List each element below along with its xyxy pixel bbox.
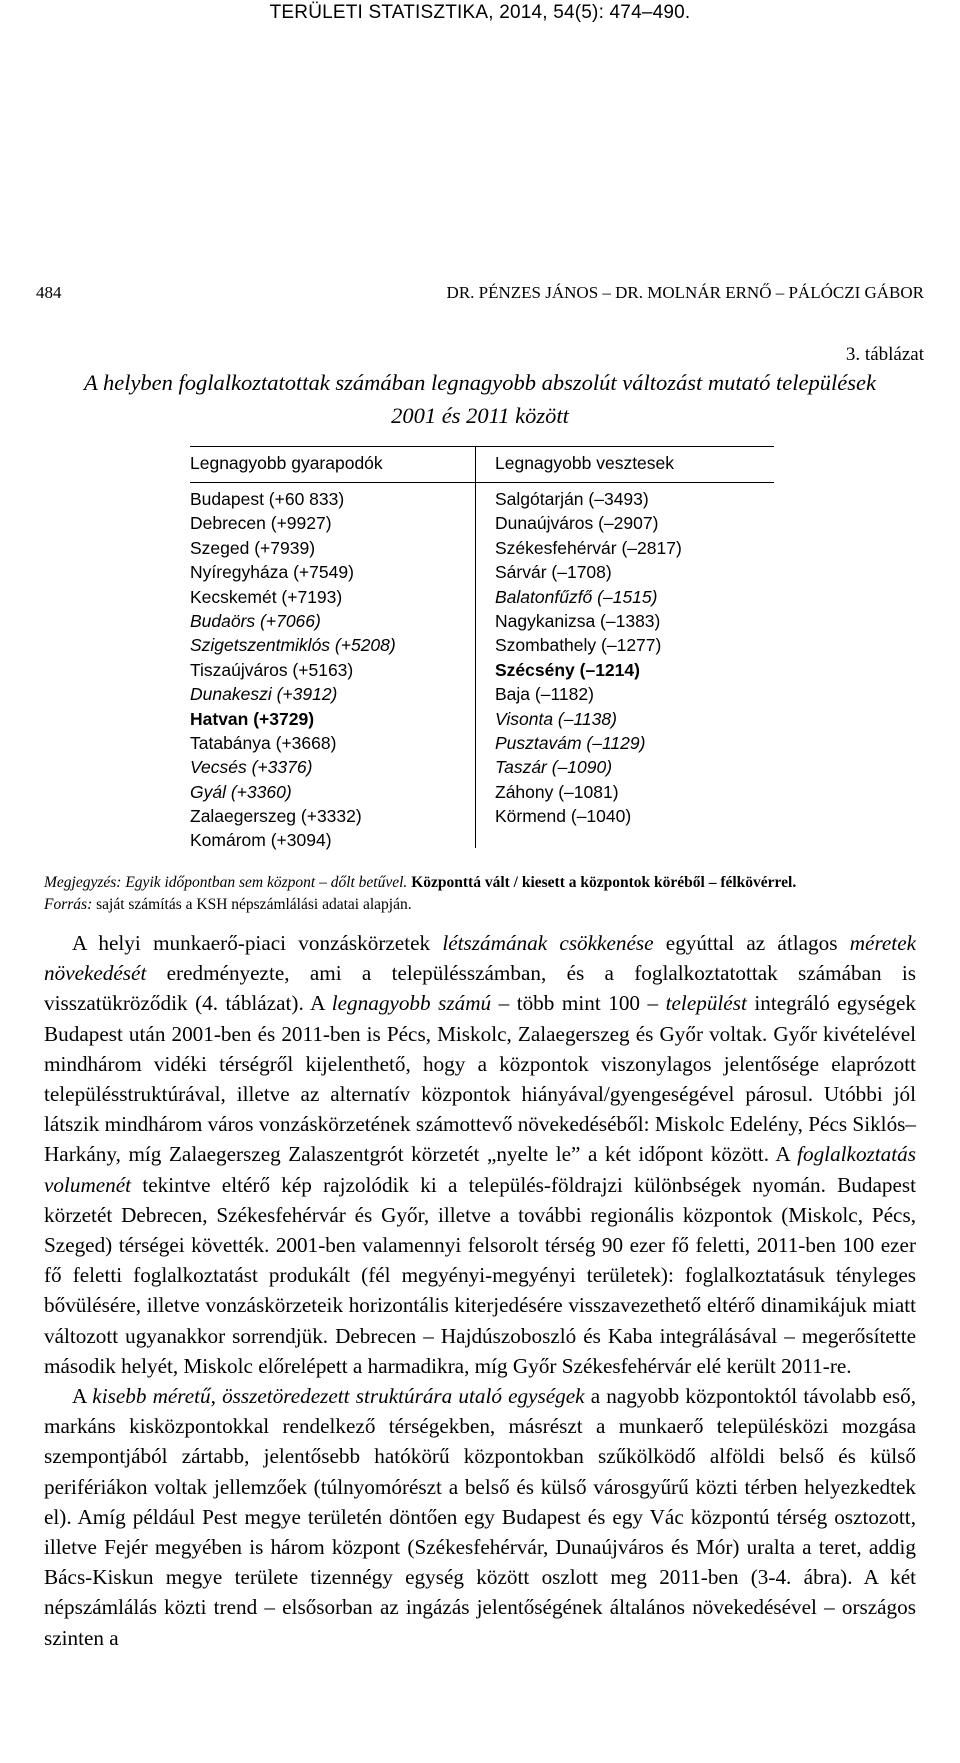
authors-line: DR. PÉNZES JÁNOS – DR. MOLNÁR ERNŐ – PÁLÓCZI GÁBOR — [446, 283, 924, 302]
note-bold-text: Központtá vált / kiesett a központok köréből – félkövérrel. — [411, 874, 797, 891]
text-span: A — [72, 1384, 93, 1409]
table-column-divider — [475, 446, 476, 848]
table-title-line: A helyben foglalkoztatottak számában legnagyobb abszolút változást mutató települések — [84, 370, 876, 395]
note-label: Megjegyzés: — [44, 874, 122, 891]
text-span: A helyi munkaerő-piaci vonzáskörzetek — [72, 931, 443, 955]
table-cell: Baja (–1182) — [495, 684, 594, 705]
table-title — [0, 366, 960, 432]
column-header-losers: Legnagyobb vesztesek — [495, 453, 675, 473]
note-italic-text: Egyik időpontban sem központ – dőlt betűvel. — [125, 874, 408, 891]
table-cell: Szeged (+7939) — [190, 537, 316, 558]
table-cell: Pusztavám (–1129) — [495, 732, 646, 753]
text-span: tekintve eltérő kép rajzolódik ki a település-földrajzi különbségek nyomán. Budapest körzetét Debrecen, Székesfehérvár és Győr, illetve a további regionális központok (Miskolc, Pécs, Szeged) térségei követték. 2001-ben valamennyi felsorolt térség 90 ezer fő feletti, 2011-ben 100 ezer fő feletti foglalkoztatást produkált (fél megyényi-megyényi területek): foglalkoztatásuk tényleges bővülésére, illetve vonzáskörzeteik horizontális kiterjedésére visszavezethető eltérő dinamikájuk miatt változott ugyanakkor sorrendjük. Debrecen – Hajdúszoboszló és Kaba integrálásával – megerősítette második helyét, Miskolc előrelépett a harmadikra, míg Győr Székesfehérvár elé került 2011-re. — [44, 1172, 916, 1378]
table-cell: Gyál (+3360) — [190, 781, 292, 802]
table-cell: Tiszaújváros (+5163) — [190, 659, 354, 680]
table-cell: Körmend (–1040) — [495, 806, 632, 827]
table-cell: Taszár (–1090) — [495, 757, 613, 778]
text-span: egyúttal az átlagos — [653, 931, 850, 955]
emphasis-text: települést — [665, 991, 747, 1016]
table-cell: Dunaújváros (–2907) — [495, 513, 659, 534]
text-span: a nagyobb központoktól távolabb eső, markáns kisközpontokkal rendelkező térségekben, másrészt a munkaerő településközi mozgása szempontjából zártabb, jelentősebb hatókörű központokban szűkölködő alföldi belső és külső perifériákon voltak jellemzőek (túlnyomórészt a belső és külső városgyűrű közti térben helyezkedtek el). Amíg például Pest megye területén döntően egy Budapest és egy Vác központú térség osztozott, illetve Fejér megyében is három központ (Székesfehérvár, Dunaújváros és Mór) uralta a teret, addig Bács-Kiskun megye területe tizennégy egység között oszlott meg 2011-ben (3-4. ábra). A két népszámlálás közti trend – elsősorban az ingázás jelentőségének általános növekedésével – országos szinten a — [44, 1384, 916, 1650]
running-head: TERÜLETI STATISZTIKA, 2014, 54(5): 474–490. — [269, 2, 691, 23]
source-line — [44, 894, 796, 916]
text-span: integráló egységek Budapest után 2001-ben és 2011-ben is Pécs, Miskolc, Zalaegerszeg és Győr voltak. Győr kivételével mindhárom vidéki térségről kijelenthető, hogy a központok viszonylagos jelentősége elaprózott településstruktúrával, illetve az alternatív központok hiányával/gyengeségével párosul. Utóbbi jól látszik mindhárom város vonzáskörzetének számottevő növekedéséből: Miskolc Edelény, Pécs Siklós–Harkány, míg Zalaegerszeg Zalaszentgrót körzetét „nyelte le” a két időpont között. A — [44, 991, 916, 1167]
table-cell: Záhony (–1081) — [495, 781, 619, 802]
table-cell: Nyíregyháza (+7549) — [190, 562, 354, 583]
text-span: – több mint 100 – — [491, 991, 666, 1016]
table-top-rule — [190, 446, 774, 447]
emphasis-text: foglalkoztatás volumenét — [44, 1142, 916, 1197]
table-cell: Hatvan (+3729) — [190, 708, 315, 729]
table-cell: Kecskemét (+7193) — [190, 586, 343, 607]
losers-list — [495, 487, 682, 828]
table-cell: Komárom (+3094) — [190, 830, 332, 851]
note-line — [44, 872, 796, 894]
table-cell: Salgótarján (–3493) — [495, 489, 649, 509]
body-text — [44, 928, 916, 1653]
paragraph — [44, 928, 916, 1381]
table-title-line: 2001 és 2011 között — [391, 403, 569, 428]
emphasis-text: méretek növekedését — [44, 931, 916, 986]
table-cell: Szécsény (–1214) — [495, 659, 640, 680]
source-text: saját számítás a KSH népszámlálási adatai alapján. — [96, 896, 412, 913]
source-label: Forrás: — [44, 896, 93, 913]
table-number: 3. táblázat — [845, 344, 924, 365]
table-cell: Dunakeszi (+3912) — [190, 684, 338, 705]
table-header-rule — [190, 482, 774, 483]
table-cell: Vecsés (+3376) — [190, 757, 313, 778]
emphasis-text: legnagyobb számú — [331, 991, 492, 1016]
table-cell: Szigetszentmiklós (+5208) — [190, 635, 396, 656]
gainers-list — [190, 487, 396, 853]
page-number: 484 — [36, 283, 62, 302]
table-cell: Sárvár (–1708) — [495, 562, 612, 583]
table-cell: Szombathely (–1277) — [495, 635, 662, 656]
table-cell: Nagykanizsa (–1383) — [495, 610, 661, 631]
emphasis-text: kisebb méretű, összetöredezett struktúrára utaló egységek — [92, 1384, 585, 1409]
table-cell: Székesfehérvár (–2817) — [495, 537, 682, 558]
column-header-gainers: Legnagyobb gyarapodók — [190, 453, 383, 473]
emphasis-text: létszámának csökkenése — [442, 931, 654, 955]
text-span: eredményezte, ami a településszámban, és a foglalkoztatottak számában is visszatükröződik (4. táblázat). A — [44, 961, 916, 1016]
table-cell: Tatabánya (+3668) — [190, 732, 337, 753]
table-cell: Balatonfűzfő (–1515) — [495, 586, 658, 607]
table-cell: Budapest (+60 833) — [190, 489, 345, 509]
table-notes — [44, 872, 796, 916]
table-cell: Budaörs (+7066) — [190, 610, 321, 631]
paragraph — [44, 1381, 916, 1653]
table-cell: Zalaegerszeg (+3332) — [190, 806, 362, 827]
table-cell: Visonta (–1138) — [495, 708, 617, 729]
table-cell: Debrecen (+9927) — [190, 513, 332, 534]
